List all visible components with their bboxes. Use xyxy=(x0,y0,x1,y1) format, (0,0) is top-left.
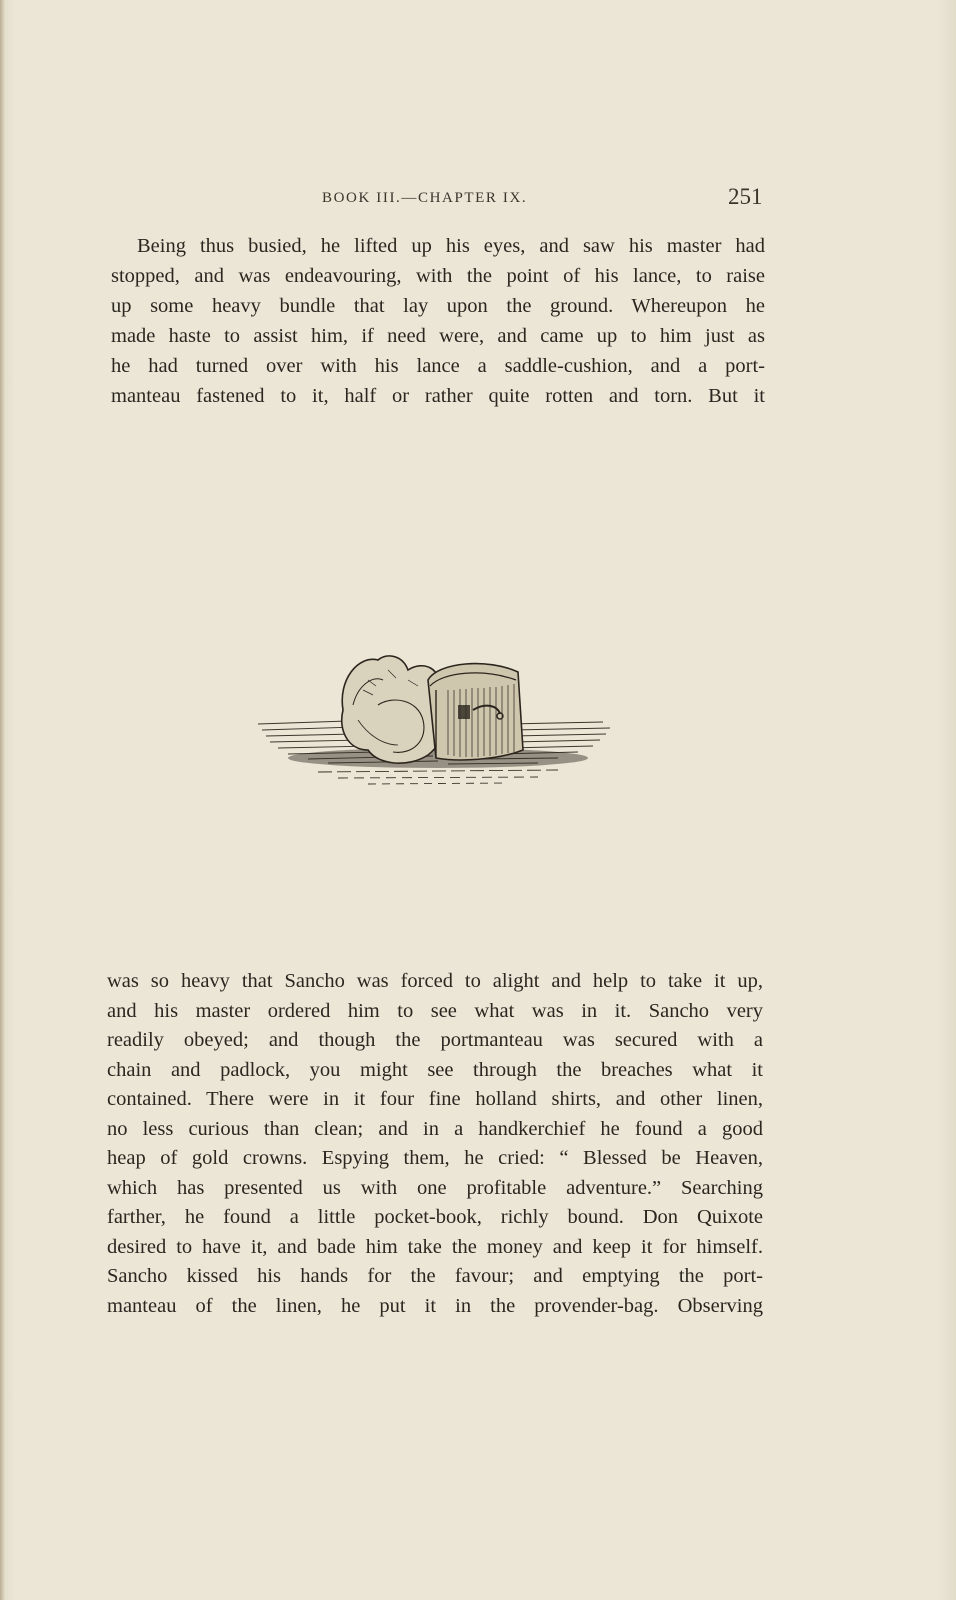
top-paragraph xyxy=(111,231,765,411)
text-line: and his master ordered him to see what was in it. Sancho very xyxy=(107,999,763,1022)
page-number: 251 xyxy=(728,184,763,209)
text-line: desired to have it, and bade him take the money and keep it for himself. xyxy=(107,1235,763,1258)
text-line: chain and padlock, you might see through the breaches what it xyxy=(107,1058,763,1081)
portmanteau-illustration-icon xyxy=(258,650,618,810)
binding-edge xyxy=(0,0,6,1600)
running-head xyxy=(0,186,956,216)
text-line: farther, he found a little pocket-book, richly bound. Don Quixote xyxy=(107,1206,763,1228)
text-line: readily obeyed; and though the portmanteau was secured with a xyxy=(107,1029,763,1051)
text-line: made haste to assist him, if need were, and came up to him just as xyxy=(111,325,765,347)
text-line: Sancho kissed his hands for the favour; and emptying the port- xyxy=(107,1265,763,1287)
text-line: Being thus busied, he lifted up his eyes, and saw his master had xyxy=(137,235,765,257)
text-line: he had turned over with his lance a saddle-cushion, and a port- xyxy=(111,355,765,377)
text-line: stopped, and was endeavouring, with the point of his lance, to raise xyxy=(111,265,765,287)
running-title: BOOK III.—CHAPTER IX. xyxy=(322,190,528,206)
text-line: manteau fastened to it, half or rather quite rotten and torn. But it xyxy=(111,385,765,407)
text-line: up some heavy bundle that lay upon the ground. Whereupon he xyxy=(111,295,765,317)
bottom-paragraph xyxy=(107,967,763,1321)
text-line: heap of gold crowns. Espying them, he cried: “ Blessed be Heaven, xyxy=(107,1147,763,1169)
text-line: manteau of the linen, he put it in the provender-bag. Observing xyxy=(107,1294,763,1317)
portmanteau-chest xyxy=(428,664,523,760)
text-line: which has presented us with one profitable adventure.” Searching xyxy=(107,1176,763,1199)
text-line: no less curious than clean; and in a handkerchief he found a good xyxy=(107,1117,763,1140)
text-line: contained. There were in it four fine holland shirts, and other linen, xyxy=(107,1088,763,1110)
text-line: was so heavy that Sancho was forced to alight and help to take it up, xyxy=(107,970,763,992)
